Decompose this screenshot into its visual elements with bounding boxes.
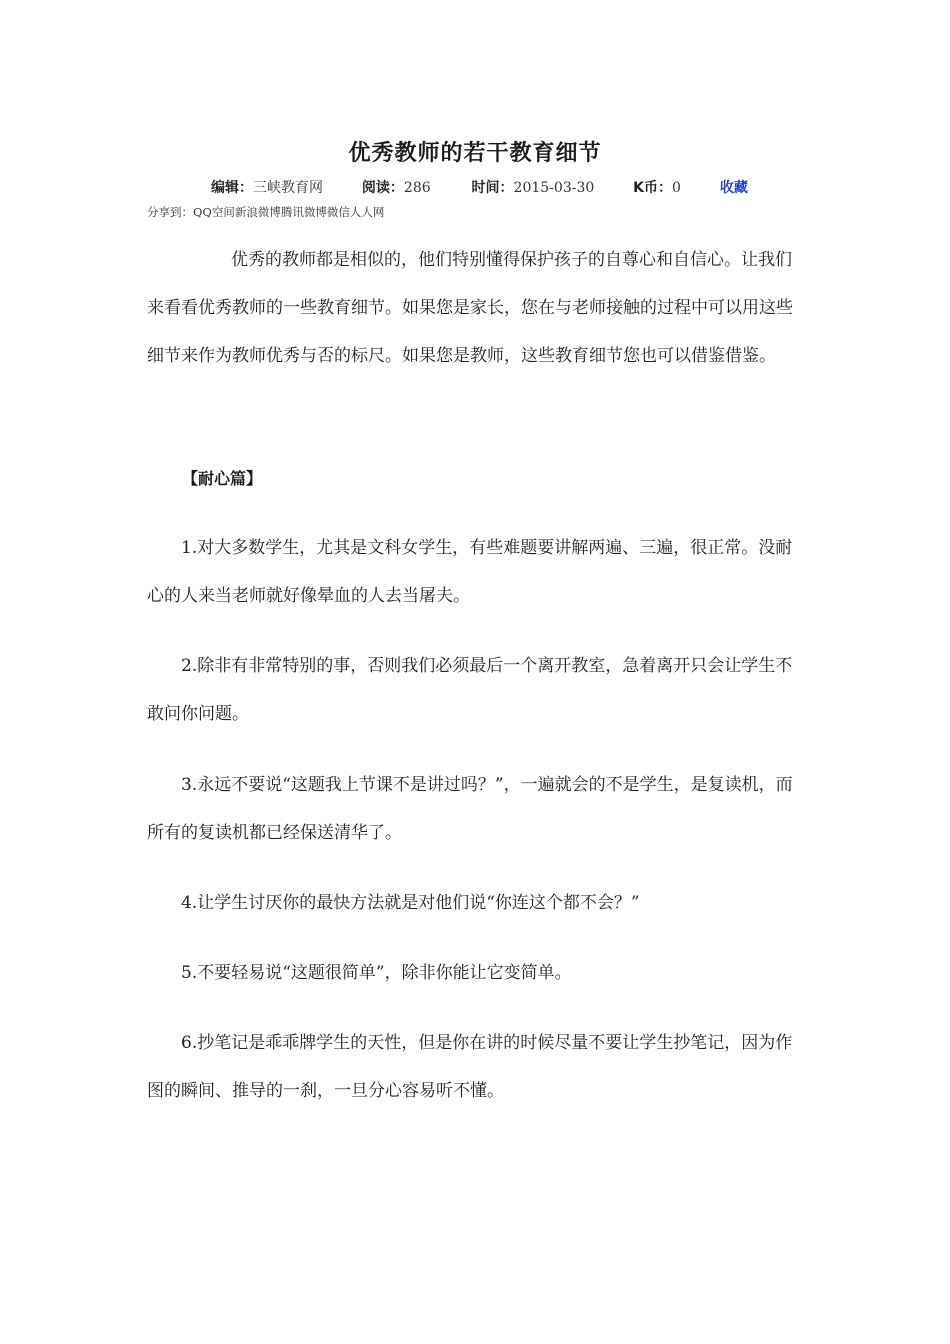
list-item-text: 4.让学生讨厌你的最快方法就是对他们说“你连这个都不会？” <box>181 893 640 913</box>
list-item <box>147 949 807 997</box>
reads-label: 阅读： <box>361 180 404 196</box>
share-tencent-weibo-link[interactable]: 腾讯微博 <box>280 205 327 219</box>
share-sina-weibo-link[interactable]: 新浪微博 <box>234 205 281 219</box>
share-label: 分享到： <box>147 205 193 219</box>
intro-text: 优秀的教师都是相似的，他们特别懂得保护孩子的自尊心和自信心。让我们来看看优秀教师的一些教育细节。如果您是家长，您在与老师接触的过程中可以用这些细节来作为教师优秀与否的标尺。如果您是教师，这些教育细节您也可以借鉴借鉴。 <box>147 250 793 366</box>
coins-value: 0 <box>672 180 681 196</box>
section-heading: 【耐心篇】 <box>182 469 263 488</box>
editor-label: 编辑： <box>211 180 253 196</box>
time-label: 时间： <box>471 180 514 196</box>
reads-value: 286 <box>403 180 431 196</box>
list-item-text: 1.对大多数学生，尤其是文科女学生，有些难题要讲解两遍、三遍，很正常。没耐心的人来当老师就好像晕血的人去当屠夫。 <box>147 538 793 606</box>
share-wechat-link[interactable]: 微信 <box>326 205 350 219</box>
list-item <box>147 642 807 738</box>
list-item <box>147 761 807 857</box>
editor-value: 三峡教育网 <box>253 180 323 196</box>
intro-paragraph <box>147 236 807 380</box>
list-item <box>147 879 807 927</box>
article-title: 优秀教师的若干教育细节 <box>348 141 602 166</box>
list-item-text: 3.永远不要说“这题我上节课不是讲过吗？”，一遍就会的不是学生，是复读机，而所有的复读机都已经保送清华了。 <box>147 775 793 843</box>
share-bar <box>147 204 384 220</box>
favorite-link[interactable]: 收藏 <box>719 180 748 196</box>
list-item <box>147 1019 807 1115</box>
list-item-text: 6.抄笔记是乖乖牌学生的天性，但是你在讲的时候尽量不要让学生抄笔记，因为作图的瞬间、推导的一刹，一旦分心容易听不懂。 <box>147 1033 793 1101</box>
list-item <box>147 524 807 620</box>
list-item-text: 2.除非有非常特别的事，否则我们必须最后一个离开教室，急着离开只会让学生不敢问你问题。 <box>147 656 793 724</box>
time-value: 2015-03-30 <box>513 180 595 196</box>
share-renren-link[interactable]: 人人网 <box>349 205 385 219</box>
article-meta <box>211 177 811 197</box>
list-item-text: 5.不要轻易说“这题很简单”，除非你能让它变简单。 <box>181 963 572 983</box>
coins-label: K币： <box>633 180 673 196</box>
share-qzone-link[interactable]: QQ空间 <box>193 205 235 219</box>
